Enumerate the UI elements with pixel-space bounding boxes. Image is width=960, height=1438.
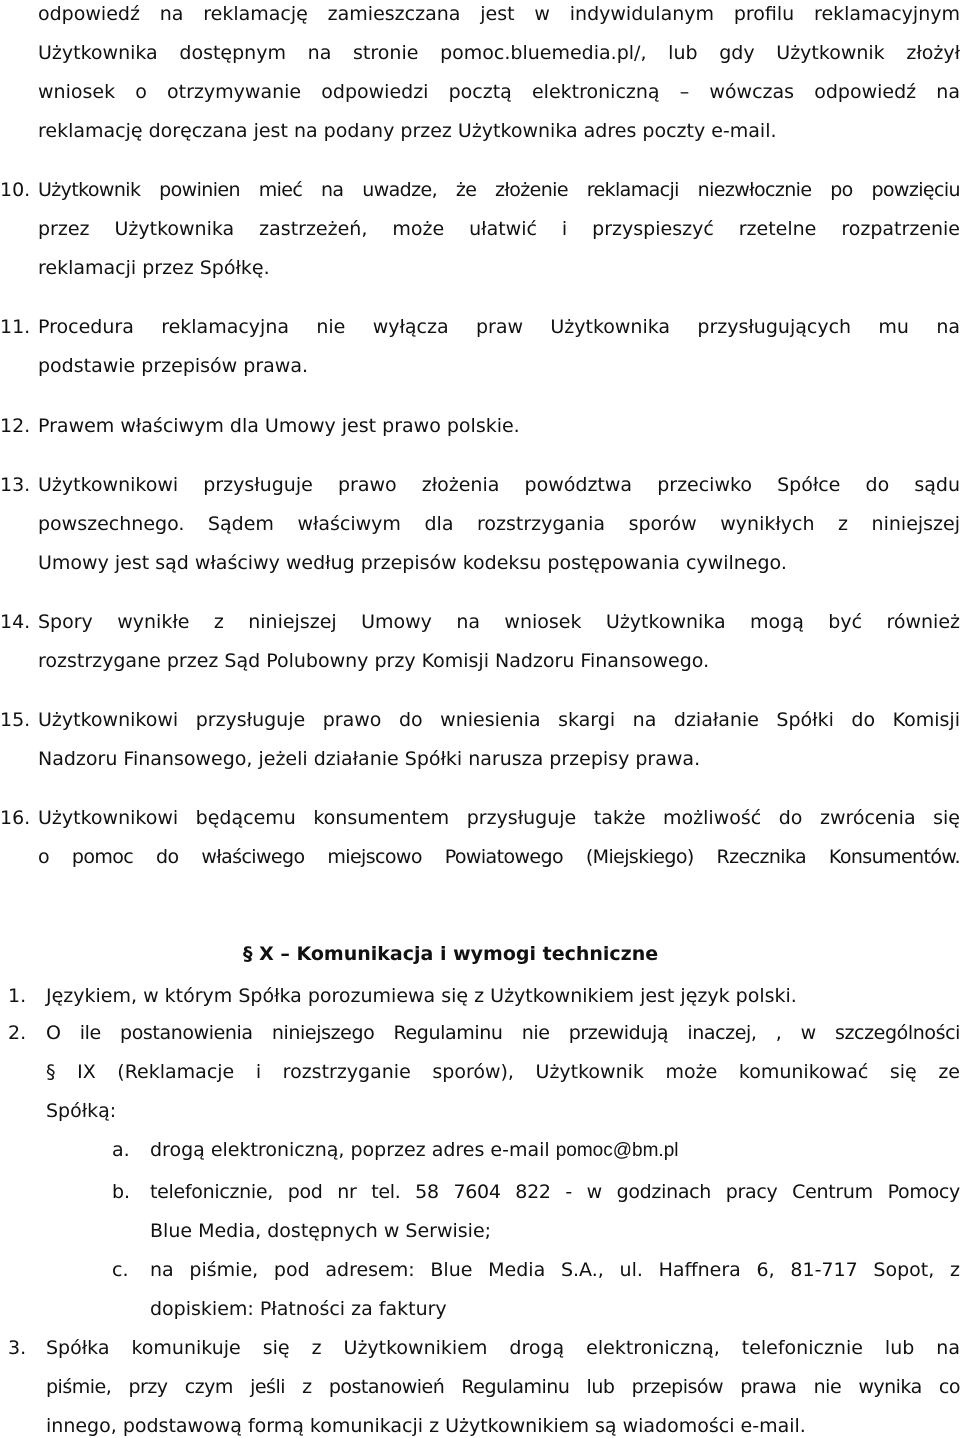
text-line: Spółka komunikuje się z Użytkownikiem drogą elektroniczną, telefonicznie lub na — [46, 1337, 960, 1359]
text-line: Nadzoru Finansowego, jeżeli działanie Spółki narusza przepisy prawa. — [38, 748, 701, 770]
item-number: 3. — [8, 1337, 27, 1359]
text-line: Użytkownik powinien mieć na uwadze, że złożenie reklamacji niezwłocznie po powzięciu — [38, 179, 960, 201]
text-line: o pomoc do właściwego miejscowo Powiatowego (Miejskiego) Rzecznika Konsumentów. — [38, 846, 960, 868]
text-line: dopiskiem: Płatności za faktury — [150, 1298, 447, 1320]
subitem-text: drogą elektroniczną, poprzez adres e-mail — [150, 1139, 556, 1161]
text-line: Językiem, w którym Spółka porozumiewa się z Użytkownikiem jest język polski. — [46, 985, 797, 1007]
text-line: Procedura reklamacyjna nie wyłącza praw Użytkownika przysługujących mu na — [38, 316, 960, 338]
subitem-letter: a. — [112, 1139, 130, 1161]
text-line: podstawie przepisów prawa. — [38, 355, 308, 377]
item-number: 1. — [8, 985, 27, 1007]
text-line: piśmie, przy czym jeśli z postanowień Regulaminu lub przepisów prawa nie wynika co — [46, 1376, 960, 1398]
paragraph-number: 10. — [0, 179, 31, 201]
paragraph-number: 12. — [0, 415, 31, 437]
text-line: rozstrzygane przez Sąd Polubowny przy Komisji Nadzoru Finansowego. — [38, 650, 710, 672]
text-line: Użytkownikowi przysługuje prawo do wniesienia skargi na działanie Spółki do Komisji — [38, 709, 960, 731]
paragraph-number: 16. — [0, 807, 31, 829]
text-line: innego, podstawową formą komunikacji z Użytkownikiem są wiadomości e-mail. — [46, 1415, 806, 1437]
text-line: na piśmie, pod adresem: Blue Media S.A., ul. Haffnera 6, 81-717 Sopot, z — [150, 1259, 960, 1281]
text-line: reklamację doręczana jest na podany przez Użytkownika adres poczty e-mail. — [38, 120, 777, 142]
text-line: przez Użytkownika zastrzeżeń, może ułatwić i przyspieszyć rzetelne rozpatrzenie — [38, 218, 960, 240]
text-line: reklamacji przez Spółkę. — [38, 257, 270, 279]
subitem-letter: b. — [112, 1181, 131, 1203]
subitem-letter: c. — [112, 1259, 129, 1281]
text-line: Spółką: — [46, 1100, 117, 1122]
paragraph-number: 11. — [0, 316, 31, 338]
section-heading: § X – Komunikacja i wymogi techniczne — [243, 943, 659, 965]
text-line: § IX (Reklamacje i rozstrzyganie sporów), Użytkownik może komunikować się ze — [46, 1061, 960, 1083]
text-line: Spory wynikłe z niniejszej Umowy na wniosek Użytkownika mogą być również — [38, 611, 960, 633]
text-line: telefonicznie, pod nr tel. 58 7604 822 - w godzinach pracy Centrum Pomocy — [150, 1181, 960, 1203]
text-line: Prawem właściwym dla Umowy jest prawo polskie. — [38, 415, 520, 437]
text-line: powszechnego. Sądem właściwym dla rozstrzygania sporów wynikłych z niniejszej — [38, 513, 960, 535]
text-line: Użytkownika dostępnym na stronie pomoc.bluemedia.pl/, lub gdy Użytkownik złożył — [38, 42, 960, 64]
text-line: Blue Media, dostępnych w Serwisie; — [150, 1220, 492, 1242]
item-number: 2. — [8, 1022, 27, 1044]
text-line: odpowiedź na reklamację zamieszczana jest w indywidulanym profilu reklamacyjnym — [38, 3, 960, 25]
text-line: Umowy jest sąd właściwy według przepisów kodeksu postępowania cywilnego. — [38, 552, 787, 574]
email-link[interactable]: pomoc@bm.pl — [555, 1140, 679, 1161]
text-line: Użytkownikowi przysługuje prawo złożenia powództwa przeciwko Spółce do sądu — [38, 474, 960, 496]
text-line: Użytkownikowi będącemu konsumentem przysługuje także możliwość do zwrócenia się — [38, 807, 960, 829]
paragraph-number: 14. — [0, 611, 31, 633]
text-line: wniosek o otrzymywanie odpowiedzi pocztą elektroniczną – wówczas odpowiedź na — [38, 81, 960, 103]
paragraph-number: 15. — [0, 709, 31, 731]
text-line: O ile postanowienia niniejszego Regulaminu nie przewidują inaczej, , w szczególności — [46, 1022, 960, 1044]
paragraph-number: 13. — [0, 474, 31, 496]
text-line — [150, 1138, 679, 1162]
